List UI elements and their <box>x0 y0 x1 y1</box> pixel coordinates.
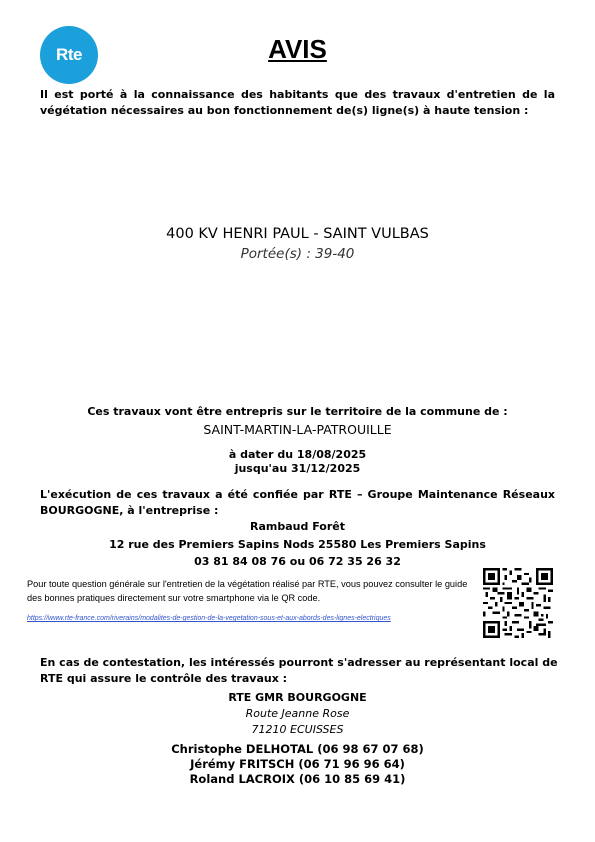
contact-2: Jérémy FRITSCH (06 71 96 96 64) <box>190 757 405 771</box>
end-date: jusqu'au 31/12/2025 <box>234 462 361 475</box>
start-date: à dater du 18/08/2025 <box>228 448 367 461</box>
commune-name: SAINT-MARTIN-LA-PATROUILLE <box>203 422 392 437</box>
qr-note-text: Pour toute question générale sur l'entretien de la végétation réalisé par RTE, vous pouvez consulter le guide des bonnes pratiques directement sur votre smartphone via le QR code. <box>27 579 468 603</box>
company-address: 12 rue des Premiers Sapins Nods 25580 Les Premiers Sapins <box>109 538 486 551</box>
guide-link[interactable]: https://www.rte-france.com/riverains/modalites-de-gestion-de-la-vegetation-sous-et-aux-abords-des-lignes-electriques <box>27 615 391 622</box>
qr-code-icon[interactable] <box>483 568 553 638</box>
rte-office-street: Route Jeanne Rose <box>245 707 350 720</box>
company-phones: 03 81 84 08 76 ou 06 72 35 26 32 <box>194 555 401 568</box>
contact-3: Roland LACROIX (06 10 85 69 41) <box>189 772 406 786</box>
company-name: Rambaud Forêt <box>250 520 345 533</box>
power-line-name: 400 KV HENRI PAUL - SAINT VULBAS <box>166 226 429 242</box>
page-title: AVIS <box>268 34 327 64</box>
intro-paragraph: Il est porté à la connaissance des habitants que des travaux d'entretien de la végétation nécessaires au bon fonctionnement de(s) ligne(s) à haute tension : <box>40 88 555 117</box>
execution-paragraph: L'exécution de ces travaux a été confiée par RTE – Groupe Maintenance Réseaux BOURGOGNE, à l'entreprise : <box>40 488 555 517</box>
contest-paragraph: En cas de contestation, les intéressés pourront s'adresser au représentant local de RTE qui assure le contrôle des travaux : <box>40 656 558 685</box>
logo-text: Rte <box>56 45 82 64</box>
rte-office-name: RTE GMR BOURGOGNE <box>228 691 367 704</box>
contact-1: Christophe DELHOTAL (06 98 67 07 68) <box>171 742 424 756</box>
territory-intro: Ces travaux vont être entrepris sur le territoire de la commune de : <box>87 405 508 418</box>
span-label: Portée(s) : 39-40 <box>240 246 355 262</box>
rte-office-city: 71210 ECUISSES <box>251 723 344 736</box>
